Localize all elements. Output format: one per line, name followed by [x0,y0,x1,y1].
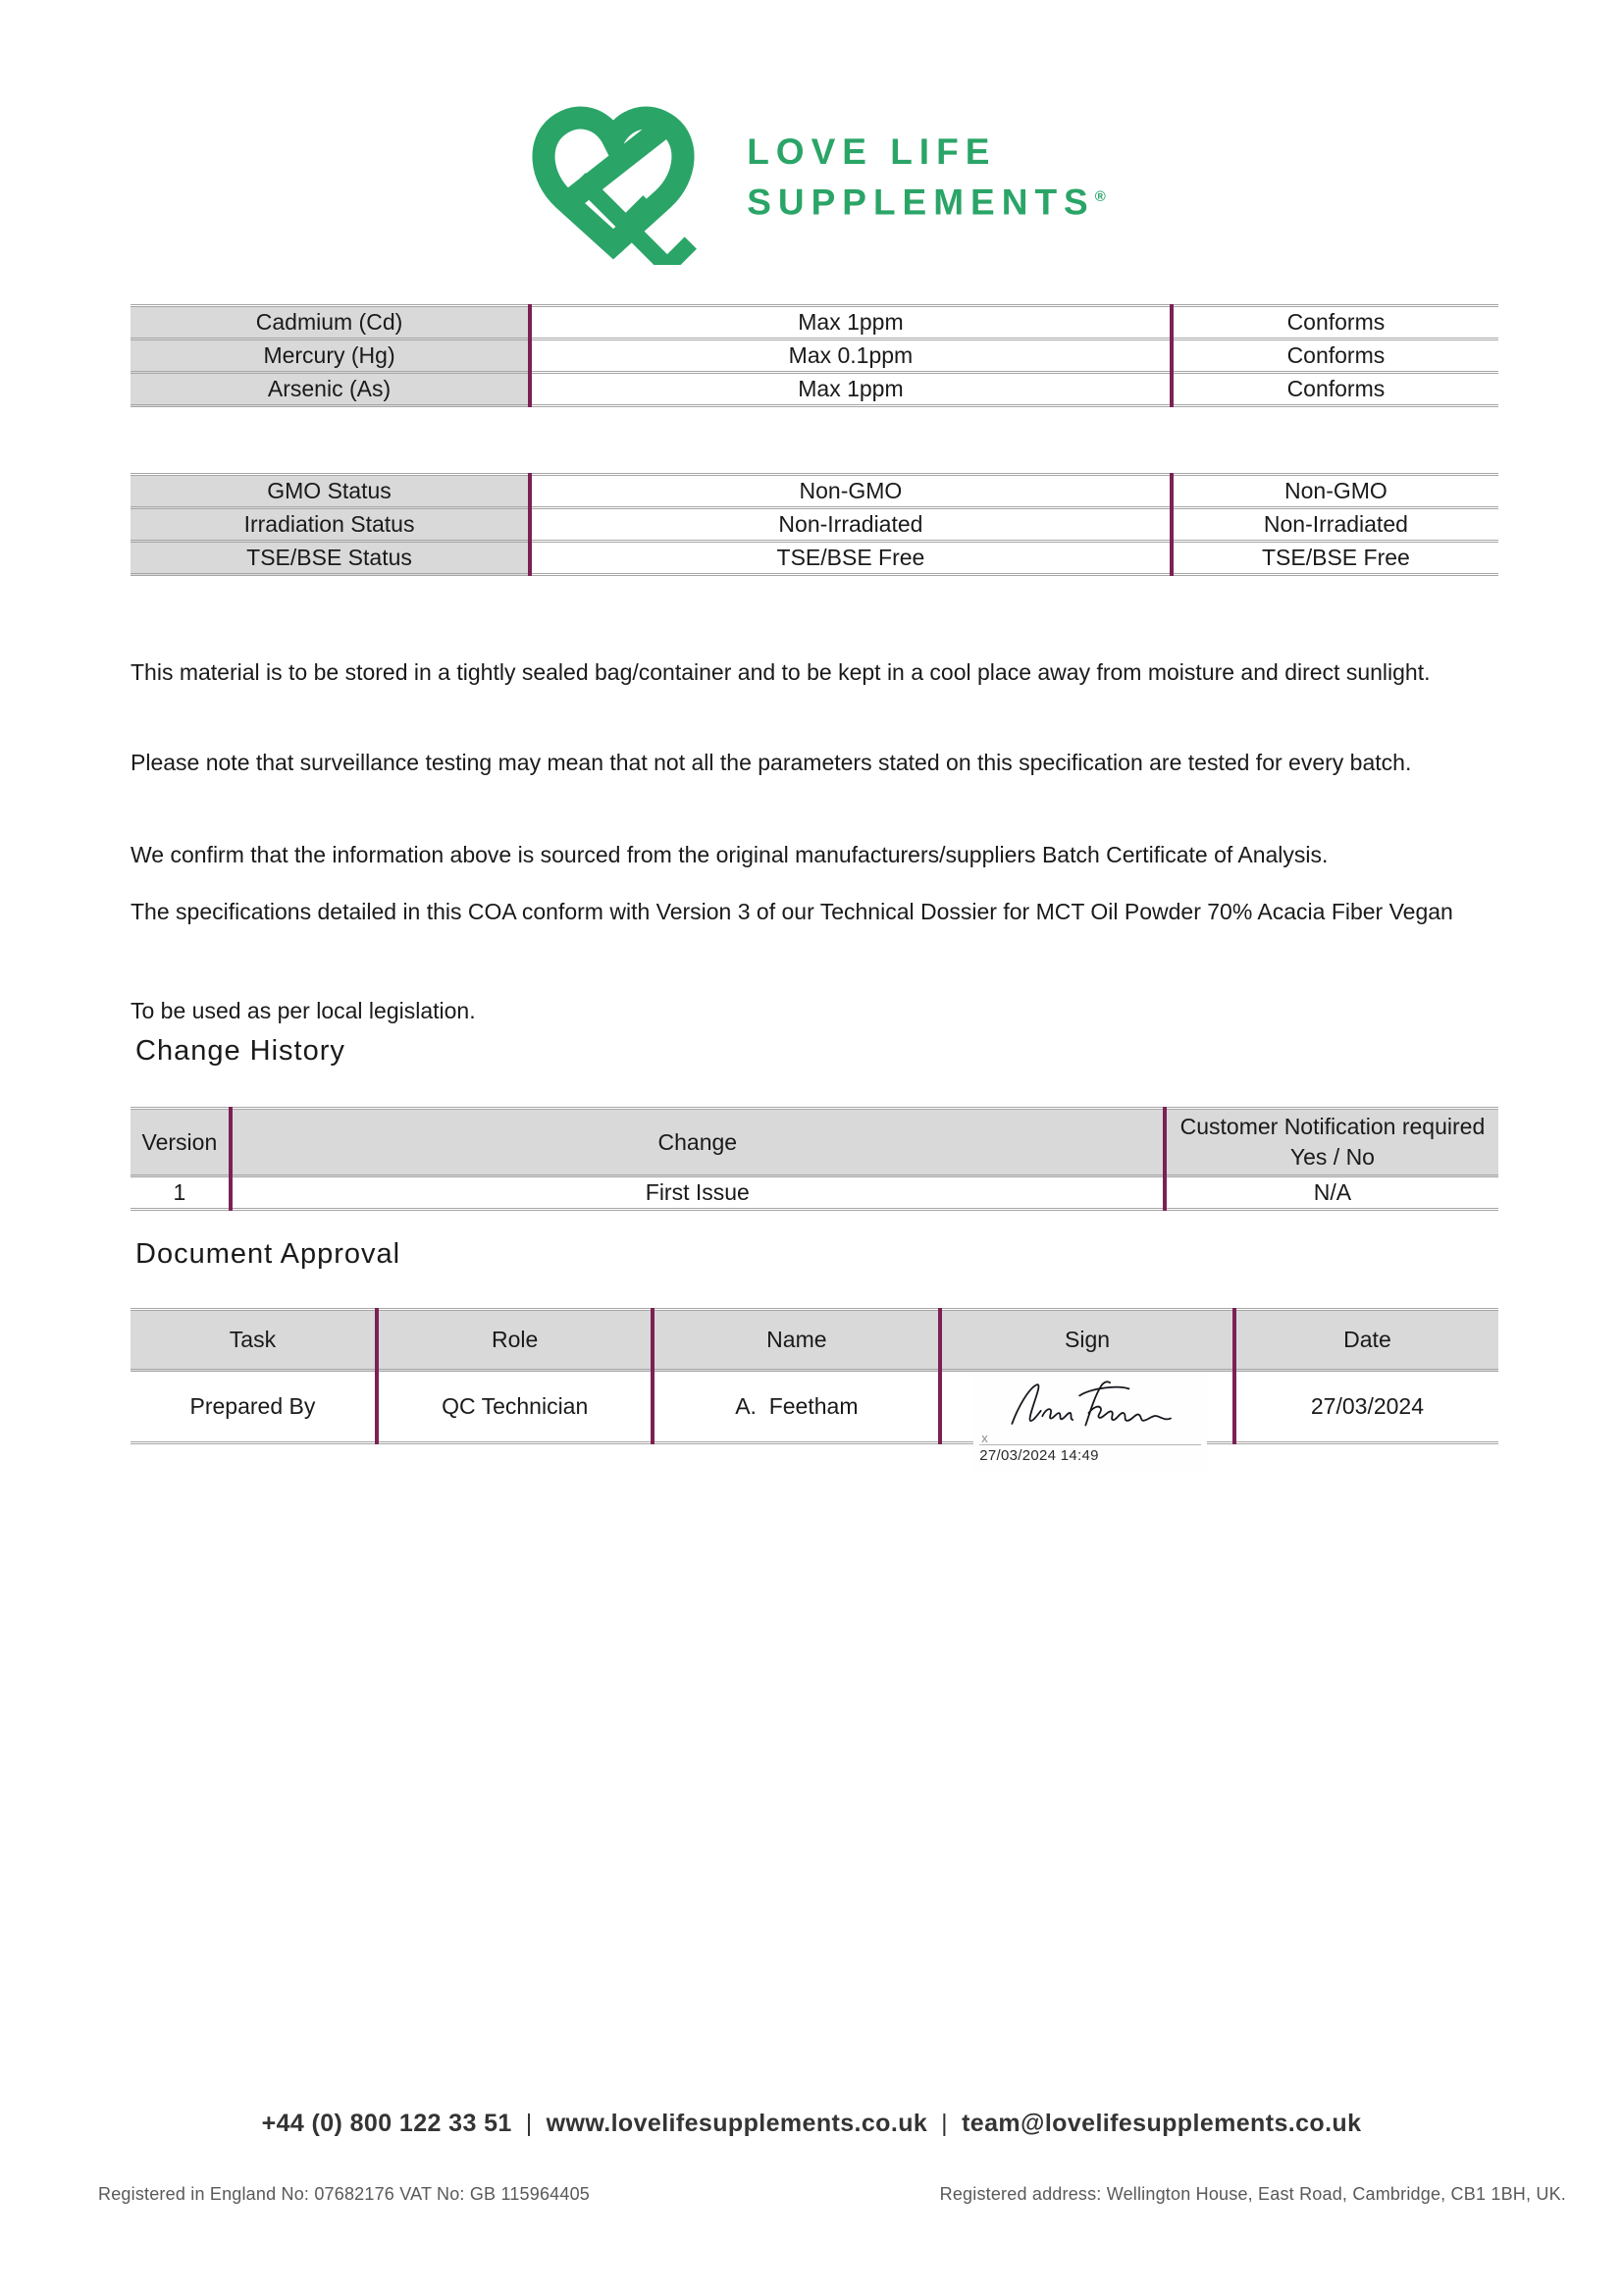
spec-result: Conforms [1172,306,1498,339]
spec-limit: TSE/BSE Free [530,542,1172,575]
confirmation-paragraph: We confirm that the information above is sourced from the original manufacturers/suppliers Batch Certificate of Analysis. [131,842,1329,867]
spec-result: TSE/BSE Free [1172,542,1498,575]
footer-contact-line [0,2110,1623,2138]
spec-limit: Non-Irradiated [530,508,1172,542]
signature-widget [973,1373,1207,1473]
table-row [131,306,1498,339]
spec-limit: Non-GMO [530,475,1172,508]
spec-parameter: Mercury (Hg) [131,339,530,373]
table-row [131,475,1498,508]
document-approval-heading: Document Approval [135,1238,401,1270]
column-header-version: Version [131,1109,231,1176]
table-row [131,542,1498,575]
signature-cell [940,1371,1234,1464]
surveillance-paragraph: Please note that surveillance testing may mean that not all the parameters stated on this specification are tested for every batch. [131,750,1412,775]
spec-parameter: Cadmium (Cd) [131,306,530,339]
spec-limit: Max 1ppm [530,306,1172,339]
notification-cell: N/A [1165,1176,1498,1210]
spec-limit: Max 1ppm [530,373,1172,406]
specifications-paragraph: The specifications detailed in this COA conform with Version 3 of our Technical Dossier for MCT Oil Powder 70% Acacia Fiber Vegan [131,899,1453,924]
footer-registration: Registered in England No: 07682176 VAT No: GB 115964405 [98,2184,591,2204]
signature-x-mark: x [981,1431,988,1445]
spec-parameter: Arsenic (As) [131,373,530,406]
footer-address: Registered address: Wellington House, East Road, Cambridge, CB1 1BH, UK. [939,2184,1566,2204]
change-history-table [131,1107,1498,1211]
registered-mark: ® [1094,188,1106,206]
heart-ll-logo-icon [517,90,709,265]
status-table [131,473,1498,576]
footer-legal-line [98,2184,1566,2205]
signature-scribble-icon [987,1377,1193,1434]
table-row [131,508,1498,542]
footer-separator: | [525,2110,533,2137]
name-cell: A. Feetham [653,1371,940,1443]
version-cell: 1 [131,1176,231,1210]
legislation-paragraph: To be used as per local legislation. [131,998,476,1023]
footer-separator: | [941,2110,949,2137]
spec-parameter: GMO Status [131,475,530,508]
column-header-role: Role [377,1310,654,1371]
table-header-row [131,1109,1498,1176]
heavy-metals-table [131,304,1498,407]
signature-line [979,1444,1201,1445]
column-header-customer-notification: Customer Notification required Yes / No [1165,1109,1498,1176]
date-cell: 27/03/2024 [1234,1371,1498,1443]
change-cell: First Issue [231,1176,1165,1210]
column-header-sign: Sign [940,1310,1234,1371]
brand-line1: LOVE LIFE [747,131,997,173]
change-history-heading: Change History [135,1035,345,1067]
footer-website: www.lovelifesupplements.co.uk [546,2110,928,2137]
role-cell: QC Technician [377,1371,654,1443]
brand-line2: SUPPLEMENTS® [747,182,1106,223]
table-row [131,1176,1498,1210]
column-header-task: Task [131,1310,377,1371]
brand-wordmark [747,130,1106,225]
document-approval-table [131,1308,1498,1464]
spec-result: Conforms [1172,339,1498,373]
storage-paragraph: This material is to be stored in a tightly sealed bag/container and to be kept in a cool place away from moisture and direct sunlight. [131,659,1431,685]
spec-parameter: Irradiation Status [131,508,530,542]
task-cell: Prepared By [131,1371,377,1443]
signature-timestamp: 27/03/2024 14:49 [979,1447,1099,1464]
table-header-row [131,1310,1498,1371]
table-row [131,373,1498,406]
table-row [131,339,1498,373]
table-row [131,1371,1498,1443]
column-header-change: Change [231,1109,1165,1176]
footer-phone: +44 (0) 800 122 33 51 [261,2110,512,2137]
document-approval-section [131,1308,1498,1464]
spec-result: Non-GMO [1172,475,1498,508]
footer-email: team@lovelifesupplements.co.uk [962,2110,1362,2137]
spec-result: Conforms [1172,373,1498,406]
brand-logo [0,90,1623,265]
spec-limit: Max 0.1ppm [530,339,1172,373]
change-history-section [131,1107,1498,1211]
column-header-date: Date [1234,1310,1498,1371]
spec-result: Non-Irradiated [1172,508,1498,542]
column-header-name: Name [653,1310,940,1371]
spec-parameter: TSE/BSE Status [131,542,530,575]
heavy-metals-section [131,304,1498,407]
status-section [131,473,1498,576]
